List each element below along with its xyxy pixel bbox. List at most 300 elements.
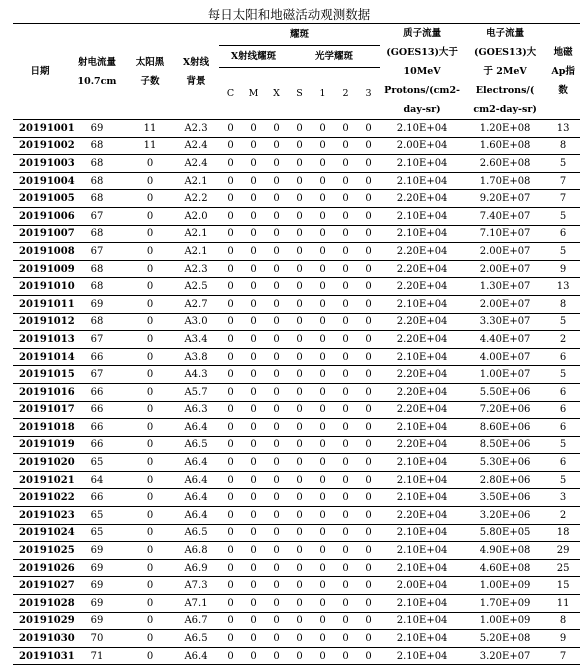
cell-flare-c: 0 [219,542,242,560]
cell-date: 20191022 [13,489,67,507]
cell-sunspot: 0 [127,542,173,560]
header-sunspot [127,24,173,120]
header-class-3: 3 [357,68,380,120]
cell-electron-flux: 2.00E+07 [464,243,546,261]
cell-date: 20191020 [13,454,67,472]
header-electron-line: 于 2MeV [483,66,527,77]
cell-flare-2: 0 [334,331,357,349]
cell-radio-flux: 66 [67,419,127,437]
cell-flare-1: 0 [311,155,334,173]
cell-date: 20191015 [13,366,67,384]
cell-flare-3: 0 [357,383,380,401]
cell-ap-index: 7 [546,172,580,190]
cell-flare-2: 0 [334,630,357,648]
cell-ap-index: 5 [546,207,580,225]
cell-date: 20191017 [13,401,67,419]
cell-flare-2: 0 [334,595,357,613]
table-row [13,155,580,173]
cell-proton-flux: 2.20E+04 [380,278,464,296]
cell-date: 20191030 [13,630,67,648]
cell-radio-flux: 65 [67,524,127,542]
cell-flare-s: 0 [288,401,311,419]
cell-flare-1: 0 [311,436,334,454]
cell-xray-background: A2.7 [173,295,219,313]
cell-flare-1: 0 [311,507,334,525]
cell-radio-flux: 68 [67,190,127,208]
table-row [13,331,580,349]
cell-flare-x: 0 [265,612,288,630]
cell-sunspot: 0 [127,595,173,613]
cell-flare-c: 0 [219,295,242,313]
cell-ap-index: 2 [546,507,580,525]
cell-date: 20191024 [13,524,67,542]
cell-electron-flux: 7.20E+06 [464,401,546,419]
cell-flare-x: 0 [265,489,288,507]
header-electron-line: cm2-day-sr) [473,104,537,115]
cell-flare-m: 0 [242,207,265,225]
cell-flare-x: 0 [265,207,288,225]
cell-electron-flux: 2.60E+08 [464,155,546,173]
cell-xray-background: A4.3 [173,366,219,384]
cell-sunspot: 0 [127,436,173,454]
cell-sunspot: 0 [127,366,173,384]
table-row [13,595,580,613]
cell-ap-index: 18 [546,524,580,542]
cell-flare-c: 0 [219,524,242,542]
header-electron-flux [464,24,546,120]
cell-date: 20191009 [13,260,67,278]
cell-proton-flux: 2.10E+04 [380,471,464,489]
cell-flare-m: 0 [242,120,265,138]
cell-radio-flux: 65 [67,454,127,472]
cell-flare-c: 0 [219,612,242,630]
cell-flare-c: 0 [219,595,242,613]
header-class-x: X [265,68,288,120]
cell-flare-c: 0 [219,207,242,225]
cell-flare-s: 0 [288,383,311,401]
cell-proton-flux: 2.10E+04 [380,295,464,313]
cell-flare-m: 0 [242,313,265,331]
cell-flare-x: 0 [265,366,288,384]
cell-radio-flux: 68 [67,260,127,278]
cell-xray-background: A7.3 [173,577,219,595]
cell-flare-s: 0 [288,331,311,349]
cell-xray-background: A3.8 [173,348,219,366]
header-ap-line: 数 [558,85,568,96]
cell-radio-flux: 69 [67,120,127,138]
cell-proton-flux: 2.20E+04 [380,331,464,349]
cell-flare-c: 0 [219,577,242,595]
cell-flare-x: 0 [265,243,288,261]
cell-xray-background: A6.4 [173,471,219,489]
cell-electron-flux: 4.00E+07 [464,348,546,366]
cell-flare-m: 0 [242,419,265,437]
cell-flare-c: 0 [219,401,242,419]
cell-flare-2: 0 [334,524,357,542]
cell-flare-m: 0 [242,630,265,648]
cell-flare-2: 0 [334,454,357,472]
cell-flare-c: 0 [219,260,242,278]
cell-proton-flux: 2.20E+04 [380,190,464,208]
cell-sunspot: 0 [127,207,173,225]
cell-flare-1: 0 [311,419,334,437]
cell-flare-2: 0 [334,612,357,630]
cell-flare-2: 0 [334,278,357,296]
table-row [13,401,580,419]
cell-flare-1: 0 [311,595,334,613]
cell-sunspot: 0 [127,507,173,525]
cell-flare-2: 0 [334,647,357,665]
header-ap-line: Ap指 [551,66,575,77]
cell-flare-1: 0 [311,243,334,261]
cell-proton-flux: 2.10E+04 [380,172,464,190]
cell-flare-3: 0 [357,331,380,349]
cell-flare-c: 0 [219,120,242,138]
cell-proton-flux: 2.10E+04 [380,612,464,630]
header-optical-flares: 光学耀斑 [288,46,380,68]
cell-date: 20191023 [13,507,67,525]
table-row [13,630,580,648]
table-header [13,24,580,120]
cell-flare-s: 0 [288,559,311,577]
cell-proton-flux: 2.10E+04 [380,120,464,138]
cell-flare-x: 0 [265,419,288,437]
cell-flare-2: 0 [334,120,357,138]
cell-flare-m: 0 [242,542,265,560]
cell-xray-background: A6.7 [173,612,219,630]
cell-proton-flux: 2.20E+04 [380,243,464,261]
cell-flare-m: 0 [242,295,265,313]
cell-flare-x: 0 [265,260,288,278]
header-xray-flares: X射线耀斑 [219,46,288,68]
table-row [13,436,580,454]
cell-flare-s: 0 [288,313,311,331]
header-proton-line: (GOES13)大于 [386,47,458,58]
cell-flare-2: 0 [334,383,357,401]
cell-date: 20191001 [13,120,67,138]
header-proton-line: 质子流量 [403,28,442,39]
cell-proton-flux: 2.00E+04 [380,577,464,595]
cell-ap-index: 8 [546,295,580,313]
cell-flare-x: 0 [265,225,288,243]
cell-flare-c: 0 [219,137,242,155]
cell-flare-m: 0 [242,595,265,613]
cell-radio-flux: 68 [67,172,127,190]
cell-flare-s: 0 [288,630,311,648]
cell-flare-2: 0 [334,155,357,173]
cell-radio-flux: 69 [67,542,127,560]
cell-electron-flux: 1.00E+07 [464,366,546,384]
cell-flare-c: 0 [219,348,242,366]
cell-flare-m: 0 [242,225,265,243]
cell-flare-m: 0 [242,612,265,630]
table-row [13,454,580,472]
cell-electron-flux: 3.20E+06 [464,507,546,525]
cell-ap-index: 13 [546,120,580,138]
cell-flare-c: 0 [219,471,242,489]
cell-flare-3: 0 [357,436,380,454]
header-proton-line: 10MeV [403,66,441,77]
cell-date: 20191010 [13,278,67,296]
cell-flare-m: 0 [242,137,265,155]
cell-flare-1: 0 [311,559,334,577]
cell-xray-background: A3.4 [173,331,219,349]
table-row [13,295,580,313]
cell-flare-m: 0 [242,172,265,190]
cell-proton-flux: 2.10E+04 [380,155,464,173]
header-date: 日期 [13,24,67,120]
cell-flare-c: 0 [219,225,242,243]
cell-xray-background: A3.0 [173,313,219,331]
cell-flare-c: 0 [219,190,242,208]
cell-proton-flux: 2.20E+04 [380,260,464,278]
table-row [13,137,580,155]
cell-flare-3: 0 [357,207,380,225]
table-row [13,313,580,331]
cell-radio-flux: 66 [67,383,127,401]
cell-flare-s: 0 [288,225,311,243]
cell-flare-2: 0 [334,225,357,243]
cell-date: 20191005 [13,190,67,208]
cell-date: 20191007 [13,225,67,243]
cell-flare-m: 0 [242,507,265,525]
cell-sunspot: 0 [127,559,173,577]
cell-flare-s: 0 [288,278,311,296]
cell-electron-flux: 8.60E+06 [464,419,546,437]
cell-radio-flux: 69 [67,595,127,613]
cell-radio-flux: 68 [67,313,127,331]
cell-flare-1: 0 [311,331,334,349]
header-class-c: C [219,68,242,120]
header-radio-flux-line1: 射电流量 [77,56,116,68]
cell-flare-3: 0 [357,348,380,366]
header-electron-line: 电子流量 [486,28,525,39]
cell-radio-flux: 66 [67,348,127,366]
cell-flare-1: 0 [311,401,334,419]
cell-flare-2: 0 [334,313,357,331]
cell-ap-index: 7 [546,647,580,665]
cell-date: 20191025 [13,542,67,560]
cell-ap-index: 9 [546,260,580,278]
header-ap-index [546,24,580,120]
cell-flare-x: 0 [265,401,288,419]
cell-sunspot: 0 [127,630,173,648]
cell-ap-index: 7 [546,190,580,208]
table-row [13,507,580,525]
cell-xray-background: A2.5 [173,278,219,296]
cell-date: 20191016 [13,383,67,401]
cell-flare-s: 0 [288,366,311,384]
cell-radio-flux: 67 [67,207,127,225]
cell-electron-flux: 1.00E+09 [464,612,546,630]
header-electron-line: (GOES13)大 [473,47,537,58]
cell-flare-3: 0 [357,454,380,472]
cell-flare-1: 0 [311,471,334,489]
cell-flare-3: 0 [357,401,380,419]
cell-flare-x: 0 [265,155,288,173]
cell-flare-1: 0 [311,313,334,331]
cell-flare-2: 0 [334,243,357,261]
cell-xray-background: A6.8 [173,542,219,560]
table-row [13,471,580,489]
cell-sunspot: 0 [127,612,173,630]
cell-flare-2: 0 [334,471,357,489]
cell-electron-flux: 5.80E+05 [464,524,546,542]
table-row [13,260,580,278]
cell-flare-3: 0 [357,366,380,384]
cell-sunspot: 11 [127,137,173,155]
cell-sunspot: 0 [127,489,173,507]
cell-ap-index: 11 [546,595,580,613]
cell-date: 20191008 [13,243,67,261]
cell-flare-3: 0 [357,172,380,190]
cell-flare-m: 0 [242,489,265,507]
cell-radio-flux: 69 [67,295,127,313]
cell-ap-index: 8 [546,137,580,155]
cell-radio-flux: 69 [67,612,127,630]
cell-xray-background: A7.1 [173,595,219,613]
cell-proton-flux: 2.10E+04 [380,419,464,437]
cell-flare-2: 0 [334,507,357,525]
cell-sunspot: 0 [127,524,173,542]
cell-date: 20191013 [13,331,67,349]
cell-proton-flux: 2.20E+04 [380,507,464,525]
cell-flare-x: 0 [265,137,288,155]
cell-flare-x: 0 [265,577,288,595]
cell-flare-m: 0 [242,577,265,595]
header-class-m: M [242,68,265,120]
header-proton-flux [380,24,464,120]
cell-proton-flux: 2.10E+04 [380,542,464,560]
cell-sunspot: 0 [127,313,173,331]
cell-ap-index: 5 [546,366,580,384]
cell-flare-2: 0 [334,577,357,595]
cell-proton-flux: 2.20E+04 [380,436,464,454]
cell-flare-x: 0 [265,120,288,138]
cell-flare-m: 0 [242,383,265,401]
cell-xray-background: A5.7 [173,383,219,401]
cell-xray-background: A2.4 [173,137,219,155]
cell-date: 20191004 [13,172,67,190]
table-row [13,524,580,542]
cell-sunspot: 0 [127,401,173,419]
cell-date: 20191019 [13,436,67,454]
cell-flare-m: 0 [242,278,265,296]
cell-flare-m: 0 [242,366,265,384]
cell-radio-flux: 70 [67,630,127,648]
cell-flare-s: 0 [288,612,311,630]
cell-proton-flux: 2.20E+04 [380,383,464,401]
cell-xray-background: A6.9 [173,559,219,577]
cell-flare-c: 0 [219,489,242,507]
cell-flare-3: 0 [357,295,380,313]
cell-ap-index: 6 [546,348,580,366]
cell-flare-c: 0 [219,559,242,577]
cell-flare-s: 0 [288,172,311,190]
cell-proton-flux: 2.10E+04 [380,595,464,613]
cell-date: 20191012 [13,313,67,331]
cell-electron-flux: 1.60E+08 [464,137,546,155]
table-row [13,489,580,507]
cell-flare-2: 0 [334,295,357,313]
table-row [13,383,580,401]
cell-flare-c: 0 [219,278,242,296]
cell-flare-2: 0 [334,401,357,419]
cell-radio-flux: 67 [67,366,127,384]
cell-flare-1: 0 [311,260,334,278]
cell-flare-x: 0 [265,313,288,331]
cell-flare-c: 0 [219,507,242,525]
cell-date: 20191014 [13,348,67,366]
cell-electron-flux: 4.60E+08 [464,559,546,577]
header-xray-bg-line2: 背景 [186,75,206,87]
cell-flare-m: 0 [242,243,265,261]
table-row [13,225,580,243]
cell-proton-flux: 2.20E+04 [380,401,464,419]
cell-proton-flux: 2.10E+04 [380,559,464,577]
cell-flare-x: 0 [265,278,288,296]
cell-date: 20191018 [13,419,67,437]
cell-date: 20191028 [13,595,67,613]
table-row [13,647,580,665]
cell-flare-2: 0 [334,137,357,155]
cell-flare-c: 0 [219,313,242,331]
observation-table [13,23,580,665]
cell-flare-x: 0 [265,348,288,366]
table-row [13,190,580,208]
cell-flare-3: 0 [357,559,380,577]
cell-sunspot: 0 [127,348,173,366]
cell-xray-background: A2.3 [173,120,219,138]
cell-flare-3: 0 [357,225,380,243]
header-class-1: 1 [311,68,334,120]
cell-flare-m: 0 [242,348,265,366]
header-xray-bg-line1: X射线 [182,56,210,68]
cell-flare-c: 0 [219,419,242,437]
cell-electron-flux: 4.40E+07 [464,331,546,349]
cell-electron-flux: 2.00E+07 [464,260,546,278]
table-row [13,278,580,296]
cell-date: 20191002 [13,137,67,155]
cell-flare-3: 0 [357,419,380,437]
cell-flare-m: 0 [242,331,265,349]
cell-sunspot: 0 [127,419,173,437]
cell-radio-flux: 69 [67,577,127,595]
cell-flare-x: 0 [265,383,288,401]
cell-date: 20191006 [13,207,67,225]
header-sunspot-line2: 子数 [140,75,160,87]
cell-electron-flux: 2.80E+06 [464,471,546,489]
page-title: 每日太阳和地磁活动观测数据 [207,7,371,22]
cell-radio-flux: 69 [67,559,127,577]
header-class-2: 2 [334,68,357,120]
table-body [13,120,580,665]
cell-flare-3: 0 [357,489,380,507]
cell-proton-flux: 2.10E+04 [380,489,464,507]
cell-flare-x: 0 [265,454,288,472]
cell-flare-m: 0 [242,401,265,419]
cell-flare-s: 0 [288,190,311,208]
cell-flare-m: 0 [242,190,265,208]
cell-flare-3: 0 [357,471,380,489]
cell-flare-3: 0 [357,647,380,665]
table-row [13,612,580,630]
cell-sunspot: 0 [127,383,173,401]
cell-flare-x: 0 [265,542,288,560]
cell-electron-flux: 1.20E+08 [464,120,546,138]
cell-proton-flux: 2.10E+04 [380,630,464,648]
cell-flare-x: 0 [265,436,288,454]
